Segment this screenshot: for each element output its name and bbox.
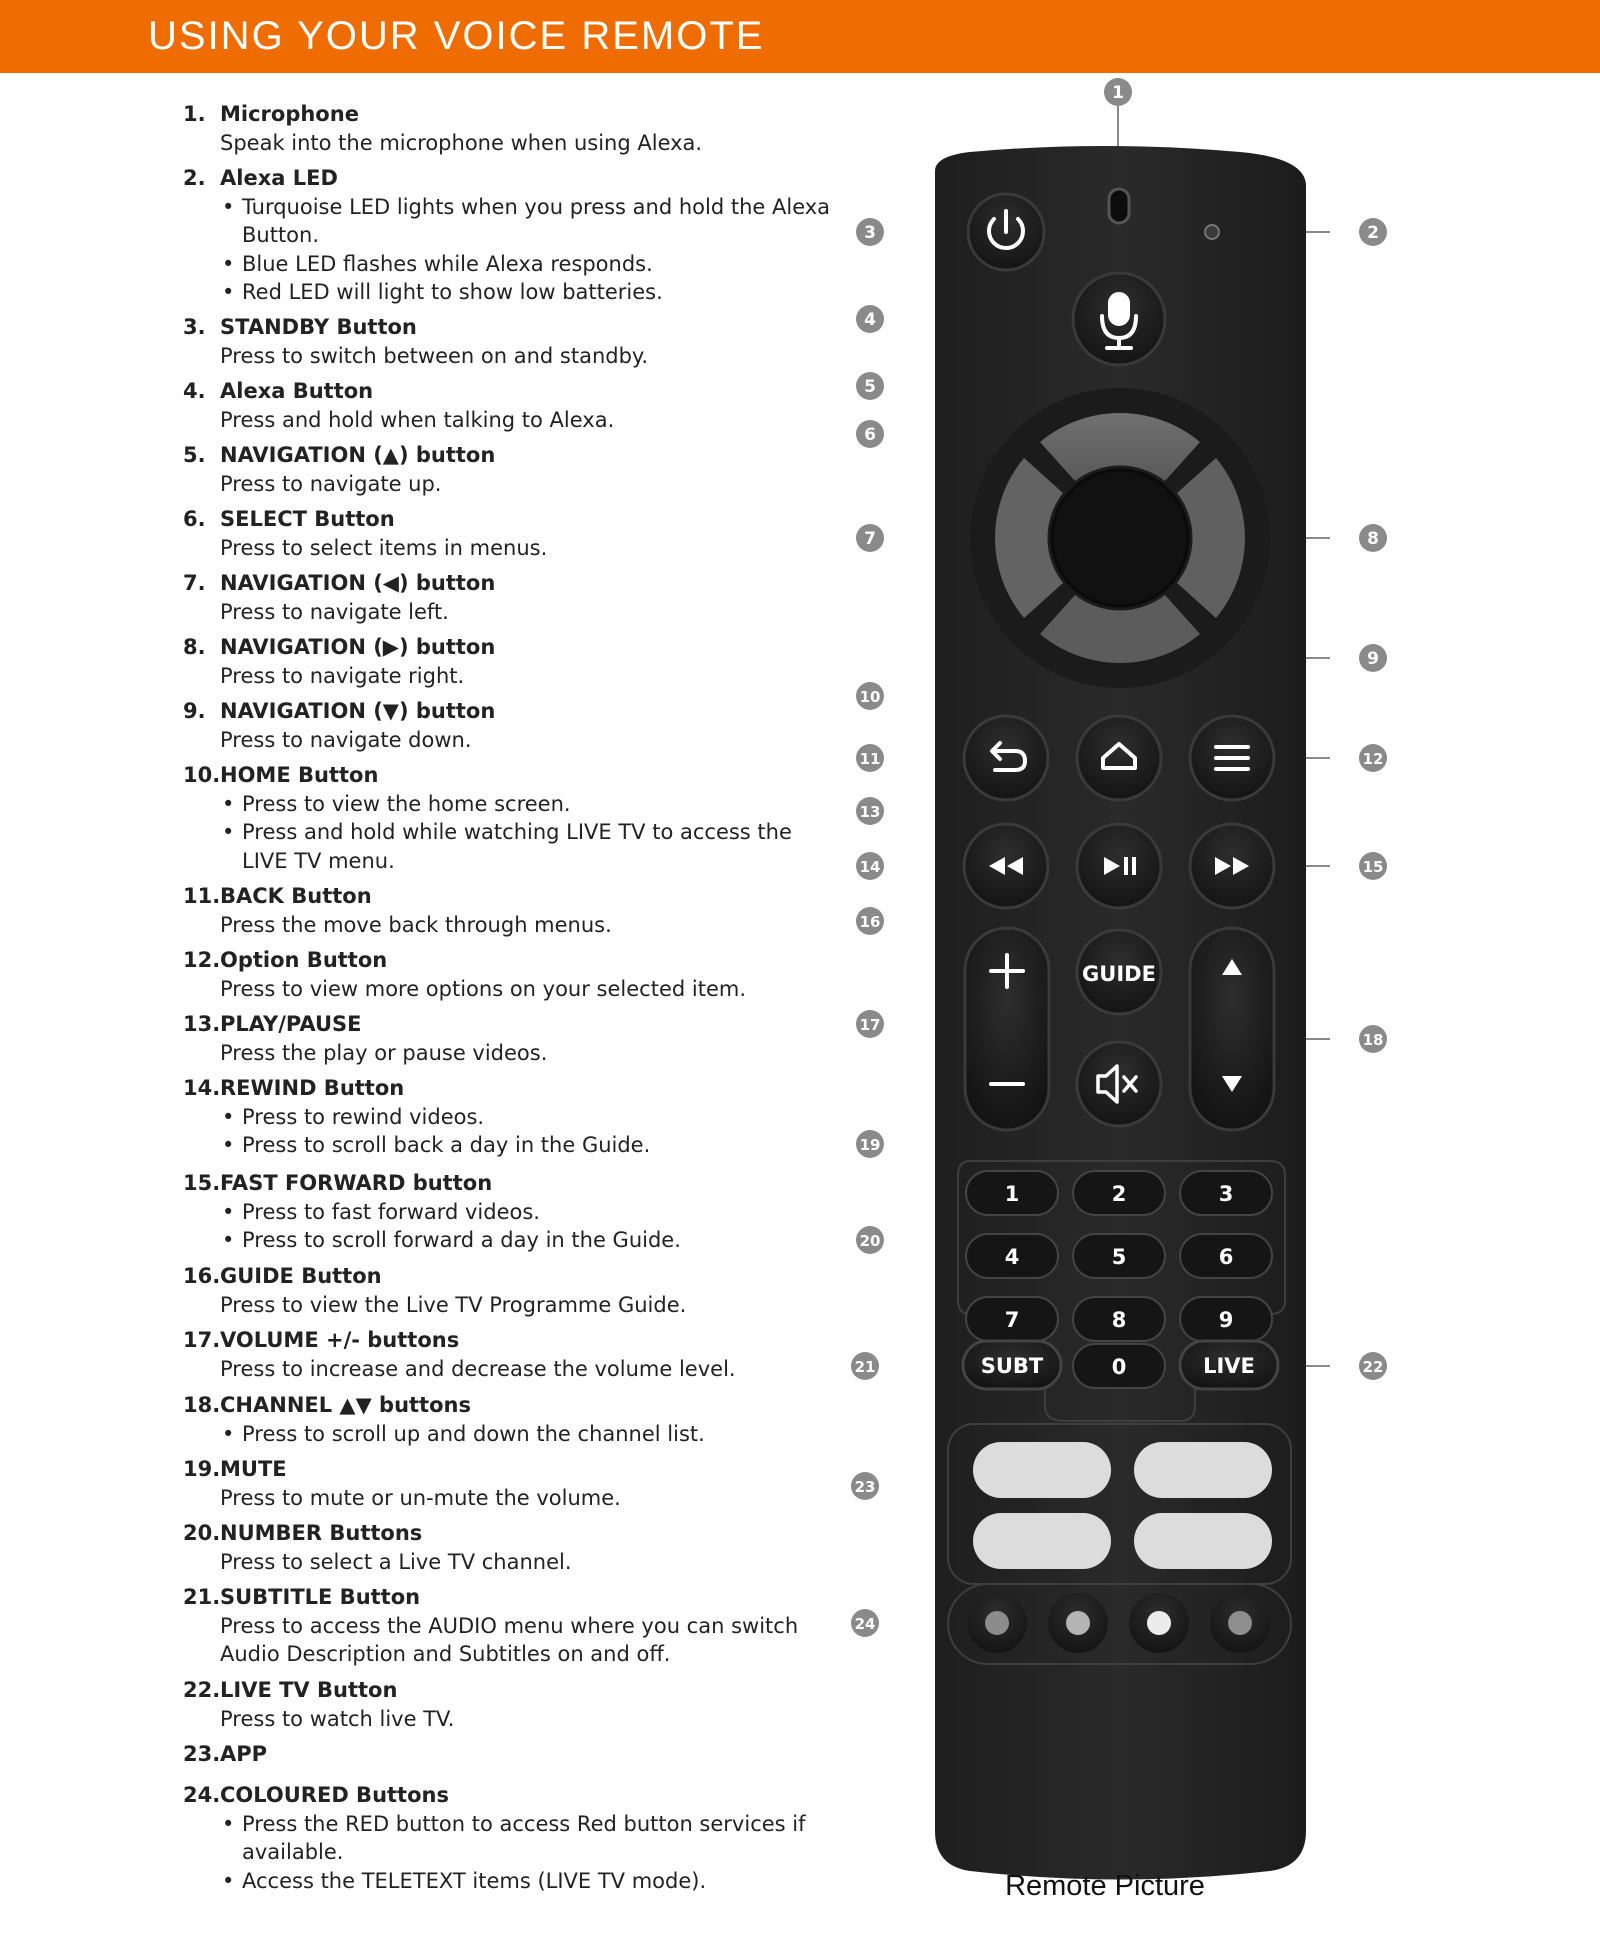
instruction-item <box>183 1391 840 1448</box>
item-title: VOLUME +/- buttons <box>220 1328 460 1352</box>
item-number: 11. <box>183 884 221 908</box>
instruction-item <box>183 100 840 157</box>
callout-number: 22 <box>1362 1358 1384 1376</box>
header-banner <box>0 0 1600 73</box>
item-number: 24. <box>183 1783 221 1807</box>
instruction-item <box>183 569 840 626</box>
item-number: 16. <box>183 1264 221 1288</box>
yellow-button[interactable] <box>1129 1593 1189 1653</box>
item-description: Press to mute or un-mute the volume. <box>220 1485 621 1510</box>
app-button-4[interactable] <box>1134 1513 1272 1569</box>
item-title: SUBTITLE Button <box>220 1585 421 1609</box>
number-button-5[interactable] <box>1073 1234 1165 1278</box>
callout-badge <box>856 218 884 246</box>
callout-number: 19 <box>859 1136 881 1154</box>
item-title: Alexa LED <box>220 166 338 190</box>
item-description: Press to view the Live TV Programme Guide. <box>220 1292 687 1317</box>
number-label: 9 <box>1218 1308 1234 1332</box>
blue-button[interactable] <box>1210 1593 1270 1653</box>
instruction-item <box>183 1169 840 1255</box>
number-label: 8 <box>1111 1308 1127 1332</box>
number-button-3[interactable] <box>1180 1171 1272 1215</box>
item-number: 8. <box>183 635 206 659</box>
item-number: 1. <box>183 102 206 126</box>
item-title: Alexa Button <box>220 379 374 403</box>
callout-badge <box>851 1352 879 1380</box>
item-number: 4. <box>183 379 206 403</box>
bullet-point: • Press the RED button to access Red button services if available. <box>220 1810 840 1867</box>
guide-label: GUIDE <box>1082 962 1156 986</box>
item-description: Press and hold when talking to Alexa. <box>220 407 615 432</box>
item-title: STANDBY Button <box>220 315 417 339</box>
bullet-point: • Turquoise LED lights when you press and hold the Alexa Button. <box>220 193 840 250</box>
callout-badge <box>856 797 884 825</box>
item-title: NAVIGATION (▶) button <box>220 635 496 659</box>
bullet-point: • Press to scroll forward a day in the Guide. <box>220 1226 840 1255</box>
app-button-3[interactable] <box>973 1513 1111 1569</box>
number-button-6[interactable] <box>1180 1234 1272 1278</box>
subt-label: SUBT <box>980 1354 1044 1378</box>
instruction-item <box>183 441 840 498</box>
item-number: 23. <box>183 1742 221 1766</box>
item-title: NAVIGATION (◀) button <box>220 571 496 595</box>
alexa-button[interactable] <box>1073 273 1165 365</box>
item-number: 14. <box>183 1076 221 1100</box>
instruction-item <box>183 1519 840 1576</box>
item-number: 10. <box>183 763 221 787</box>
bullet-point: • Press to fast forward videos. <box>220 1198 840 1227</box>
callout-number: 12 <box>1362 750 1384 768</box>
number-label: 0 <box>1111 1355 1127 1379</box>
item-title: BACK Button <box>220 884 372 908</box>
item-title: Option Button <box>220 948 388 972</box>
bullet-point: • Press and hold while watching LIVE TV to access the LIVE TV menu. <box>220 818 840 875</box>
live-tv-button[interactable] <box>1180 1341 1278 1389</box>
callout-badge <box>1104 78 1132 106</box>
callout-number: 7 <box>864 529 876 549</box>
instruction-item <box>183 633 840 690</box>
callout-number: 6 <box>864 425 876 445</box>
instruction-item <box>183 1455 840 1512</box>
number-button-8[interactable] <box>1073 1297 1165 1341</box>
item-description: Press to access the AUDIO menu where you can switch Audio Description and Subtitles on and off. <box>220 1613 799 1666</box>
number-button-7[interactable] <box>966 1297 1058 1341</box>
number-label: 7 <box>1004 1308 1020 1332</box>
callout-number: 5 <box>864 377 876 397</box>
item-number: 2. <box>183 166 206 190</box>
instruction-item <box>183 1781 840 1895</box>
item-description: Press to navigate right. <box>220 663 465 688</box>
rewind-button[interactable] <box>964 824 1048 908</box>
number-button-9[interactable] <box>1180 1297 1272 1341</box>
item-number: 3. <box>183 315 206 339</box>
callout-badge <box>856 524 884 552</box>
item-description: Speak into the microphone when using Alexa. <box>220 130 703 155</box>
guide-button[interactable] <box>1077 930 1161 1014</box>
navigation-ring <box>970 388 1270 688</box>
callout-number: 8 <box>1367 529 1379 549</box>
instruction-item <box>183 505 840 562</box>
callout-badge <box>851 1472 879 1500</box>
callout-badge <box>1359 218 1387 246</box>
item-description: Press to view more options on your selected item. <box>220 976 746 1001</box>
callout-badge <box>856 852 884 880</box>
callout-number: 17 <box>859 1016 881 1034</box>
item-title: GUIDE Button <box>220 1264 382 1288</box>
callout-number: 15 <box>1362 858 1384 876</box>
bullet-point: • Blue LED flashes while Alexa responds. <box>220 250 840 279</box>
callout-number: 11 <box>859 750 881 768</box>
item-title: APP <box>220 1742 268 1766</box>
item-title: NAVIGATION (▼) button <box>220 699 496 723</box>
callout-badge <box>856 305 884 333</box>
callout-number: 24 <box>854 1615 876 1633</box>
callout-number: 1 <box>1112 83 1124 103</box>
callout-number: 20 <box>859 1232 881 1250</box>
callout-number: 2 <box>1367 223 1379 243</box>
callout-badge <box>856 744 884 772</box>
number-button-4[interactable] <box>966 1234 1058 1278</box>
item-title: NAVIGATION (▲) button <box>220 443 496 467</box>
number-label: 6 <box>1218 1245 1234 1269</box>
item-title: REWIND Button <box>220 1076 405 1100</box>
item-number: 12. <box>183 948 221 972</box>
item-bullets <box>220 1810 840 1896</box>
callout-number: 16 <box>859 913 881 931</box>
callout-number: 13 <box>859 803 881 821</box>
instruction-item <box>183 1074 840 1160</box>
bullet-point: • Press to view the home screen. <box>220 790 840 819</box>
bullet-point: • Press to scroll up and down the channel list. <box>220 1420 840 1449</box>
item-bullets <box>220 1103 840 1160</box>
callout-number: 4 <box>864 310 876 330</box>
callout-badge <box>1359 1352 1387 1380</box>
instruction-item <box>183 761 840 875</box>
remote-illustration <box>840 76 1400 1936</box>
item-title: PLAY/PAUSE <box>220 1012 362 1036</box>
bullet-point: • Press to rewind videos. <box>220 1103 840 1132</box>
page-title: USING YOUR VOICE REMOTE <box>148 14 765 58</box>
item-description: Press to select a Live TV channel. <box>220 1549 572 1574</box>
item-number: 5. <box>183 443 206 467</box>
item-title: LIVE TV Button <box>220 1678 398 1702</box>
item-number: 18. <box>183 1393 221 1417</box>
item-number: 17. <box>183 1328 221 1352</box>
item-description: Press the move back through menus. <box>220 912 612 937</box>
item-number: 6. <box>183 507 206 531</box>
item-description: Press to navigate up. <box>220 471 442 496</box>
item-number: 20. <box>183 1521 221 1545</box>
callout-number: 18 <box>1362 1031 1384 1049</box>
item-number: 19. <box>183 1457 221 1481</box>
instruction-item <box>183 1676 840 1733</box>
red-button[interactable] <box>967 1593 1027 1653</box>
item-description: Press to select items in menus. <box>220 535 548 560</box>
remote-svg <box>840 76 1400 1936</box>
number-label: 3 <box>1218 1182 1234 1206</box>
callout-badge <box>1359 744 1387 772</box>
options-button[interactable] <box>1190 716 1274 800</box>
alexa-led <box>1205 225 1219 239</box>
volume-rocker[interactable] <box>965 928 1049 1130</box>
instruction-item <box>183 882 840 939</box>
mute-button[interactable] <box>1077 1042 1161 1126</box>
callout-badge <box>856 907 884 935</box>
app-button-1[interactable] <box>973 1442 1111 1498</box>
number-label: 4 <box>1004 1245 1020 1269</box>
callout-badge <box>856 420 884 448</box>
item-description: Press to switch between on and standby. <box>220 343 649 368</box>
callout-number: 3 <box>864 223 876 243</box>
number-button-1[interactable] <box>966 1171 1058 1215</box>
remote-caption: Remote Picture <box>1005 1870 1205 1902</box>
microphone-slot <box>1109 189 1129 223</box>
item-description: Press to navigate left. <box>220 599 449 624</box>
instruction-item <box>183 313 840 370</box>
item-title: COLOURED Buttons <box>220 1783 449 1807</box>
item-bullets <box>220 1198 840 1255</box>
play-pause-button[interactable] <box>1077 824 1161 908</box>
green-button[interactable] <box>1048 1593 1108 1653</box>
instruction-item <box>183 164 840 307</box>
item-title: CHANNEL ▲▼ buttons <box>220 1393 471 1417</box>
bullet-point: • Access the TELETEXT items (LIVE TV mode). <box>220 1867 840 1896</box>
callout-badge <box>1359 852 1387 880</box>
item-title: FAST FORWARD button <box>220 1171 493 1195</box>
callout-badge <box>856 1010 884 1038</box>
item-number: 22. <box>183 1678 221 1702</box>
item-number: 9. <box>183 699 206 723</box>
instruction-item <box>183 1262 840 1319</box>
standby-button[interactable] <box>968 194 1044 270</box>
item-bullets <box>220 193 840 307</box>
item-description: Press the play or pause videos. <box>220 1040 548 1065</box>
bullet-point: • Press to scroll back a day in the Guide. <box>220 1131 840 1160</box>
callout-badge <box>1359 524 1387 552</box>
number-label: 5 <box>1111 1245 1127 1269</box>
item-title: NUMBER Buttons <box>220 1521 423 1545</box>
item-description: Press to watch live TV. <box>220 1706 455 1731</box>
callout-badge <box>856 1130 884 1158</box>
item-number: 15. <box>183 1171 221 1195</box>
item-description: Press to increase and decrease the volume level. <box>220 1356 736 1381</box>
instruction-item <box>183 697 840 754</box>
select-button[interactable] <box>1052 470 1188 606</box>
callout-badge <box>851 1609 879 1637</box>
number-button-0[interactable] <box>1073 1344 1165 1388</box>
live-label: LIVE <box>1203 1354 1255 1378</box>
callout-number: 23 <box>854 1478 876 1496</box>
item-title: SELECT Button <box>220 507 395 531</box>
callout-number: 9 <box>1367 649 1379 669</box>
instruction-item <box>183 1740 840 1769</box>
item-bullets <box>220 1420 840 1449</box>
back-button[interactable] <box>964 716 1048 800</box>
item-number: 21. <box>183 1585 221 1609</box>
item-title: MUTE <box>220 1457 287 1481</box>
callout-number: 21 <box>854 1358 876 1376</box>
callout-badge <box>1359 644 1387 672</box>
instruction-item <box>183 377 840 434</box>
fast-forward-button[interactable] <box>1190 824 1274 908</box>
item-title: HOME Button <box>220 763 379 787</box>
instruction-item <box>183 1326 840 1383</box>
item-description: Press to navigate down. <box>220 727 472 752</box>
number-label: 2 <box>1111 1182 1127 1206</box>
callout-number: 10 <box>859 688 881 706</box>
item-number: 13. <box>183 1012 221 1036</box>
item-title: Microphone <box>220 102 359 126</box>
callout-badge <box>1359 1025 1387 1053</box>
instruction-item <box>183 1583 840 1669</box>
callout-badge <box>856 372 884 400</box>
number-button-2[interactable] <box>1073 1171 1165 1215</box>
home-button[interactable] <box>1077 716 1161 800</box>
instruction-item <box>183 946 840 1003</box>
channel-rocker[interactable] <box>1190 928 1274 1130</box>
callout-number: 14 <box>859 858 881 876</box>
app-button-2[interactable] <box>1134 1442 1272 1498</box>
callout-badge <box>856 682 884 710</box>
item-bullets <box>220 790 840 876</box>
bullet-point: • Red LED will light to show low batteries. <box>220 278 840 307</box>
instruction-item <box>183 1010 840 1067</box>
callout-badge <box>856 1226 884 1254</box>
number-label: 1 <box>1004 1182 1020 1206</box>
subtitle-button[interactable] <box>963 1341 1061 1389</box>
item-number: 7. <box>183 571 206 595</box>
